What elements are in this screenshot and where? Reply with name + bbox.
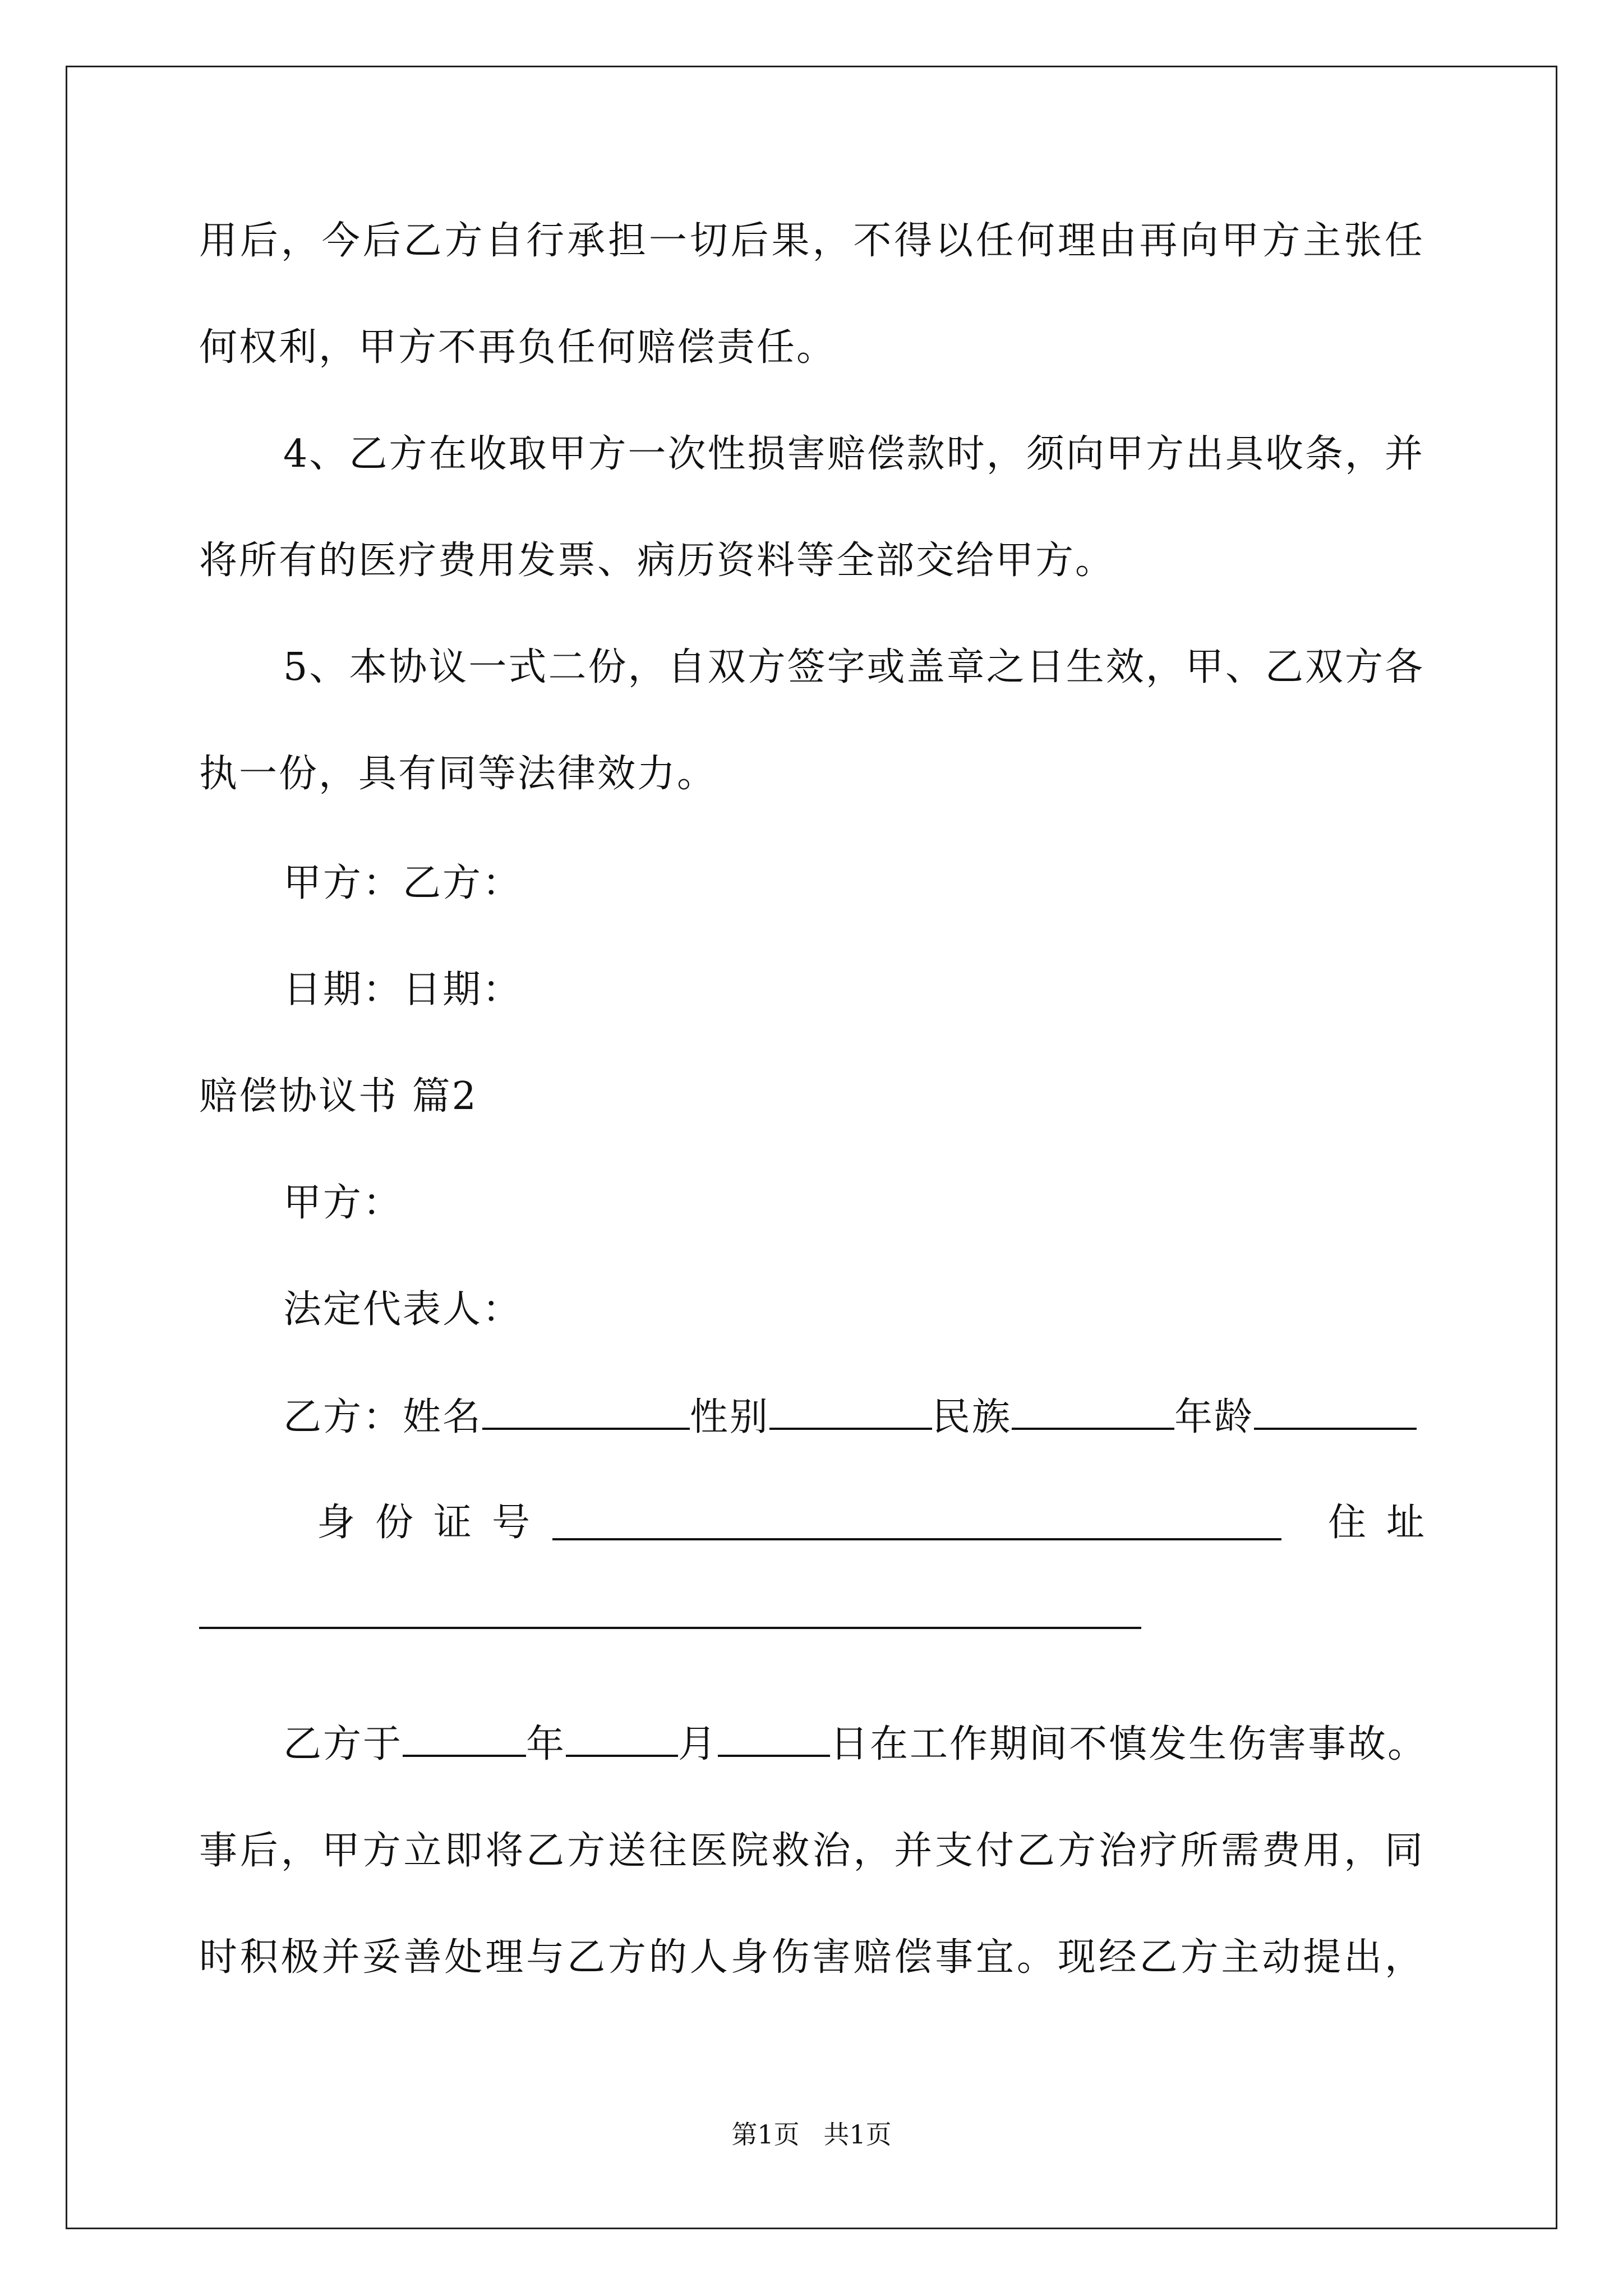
age-label: 年龄 bbox=[1174, 1395, 1255, 1439]
name-blank bbox=[482, 1393, 690, 1430]
legal-representative-label: 法定代表人： bbox=[283, 1287, 523, 1332]
id-number-blank bbox=[552, 1503, 1281, 1540]
age-blank bbox=[1254, 1393, 1417, 1430]
id-number-label: 身份证号 bbox=[317, 1501, 551, 1545]
page-current: 第1页 bbox=[731, 2119, 800, 2150]
paragraph-line: 时积极并妥善处理与乙方的人身伤害赔偿事宜。现经乙方主动提出， bbox=[199, 1935, 1424, 1980]
address-blank bbox=[199, 1627, 1141, 1629]
paragraph-line: 执一份，具有同等法律效力。 bbox=[199, 752, 717, 796]
year-label: 年 bbox=[526, 1722, 566, 1766]
section-title: 赔偿协议书 篇2 bbox=[199, 1074, 478, 1119]
year-blank bbox=[403, 1720, 526, 1757]
signature-dates: 日期：日期： bbox=[283, 968, 523, 1012]
gender-blank bbox=[769, 1393, 932, 1430]
paragraph-line: 5、本协议一式二份，自双方签字或盖章之日生效，甲、乙双方各 bbox=[283, 645, 1424, 689]
month-label: 月 bbox=[678, 1722, 718, 1766]
party-b-label: 乙方： bbox=[283, 1395, 403, 1439]
accident-date-line bbox=[199, 1719, 1428, 1770]
paragraph-line: 将所有的医疗费用发票、病历资料等全部交给甲方。 bbox=[199, 539, 1115, 583]
gender-label: 性别 bbox=[690, 1395, 770, 1439]
accident-suffix: 日在工作期间不慎发生伤害事故。 bbox=[830, 1722, 1428, 1766]
page-footer bbox=[0, 2118, 1623, 2151]
month-blank bbox=[566, 1720, 678, 1757]
paragraph-line: 4、乙方在收取甲方一次性损害赔偿款时，须向甲方出具收条，并 bbox=[283, 432, 1424, 476]
party-a-label: 甲方： bbox=[283, 1181, 403, 1225]
ethnicity-blank bbox=[1012, 1393, 1174, 1430]
signature-parties: 甲方：乙方： bbox=[283, 861, 523, 905]
address-label: 住址 bbox=[1327, 1501, 1445, 1545]
paragraph-line: 事后，甲方立即将乙方送往医院救治，并支付乙方治疗所需费用，同 bbox=[199, 1829, 1424, 1873]
accident-prefix: 乙方于 bbox=[283, 1722, 403, 1766]
page-total: 共1页 bbox=[823, 2119, 892, 2150]
page-border bbox=[66, 66, 1557, 2229]
party-b-info-line bbox=[199, 1392, 1424, 1443]
day-blank bbox=[718, 1720, 830, 1757]
ethnicity-label: 民族 bbox=[932, 1395, 1012, 1439]
name-label: 姓名 bbox=[403, 1395, 483, 1439]
paragraph-line: 用后，今后乙方自行承担一切后果，不得以任何理由再向甲方主张任 bbox=[199, 219, 1424, 263]
paragraph-line: 何权利，甲方不再负任何赔偿责任。 bbox=[199, 325, 837, 370]
